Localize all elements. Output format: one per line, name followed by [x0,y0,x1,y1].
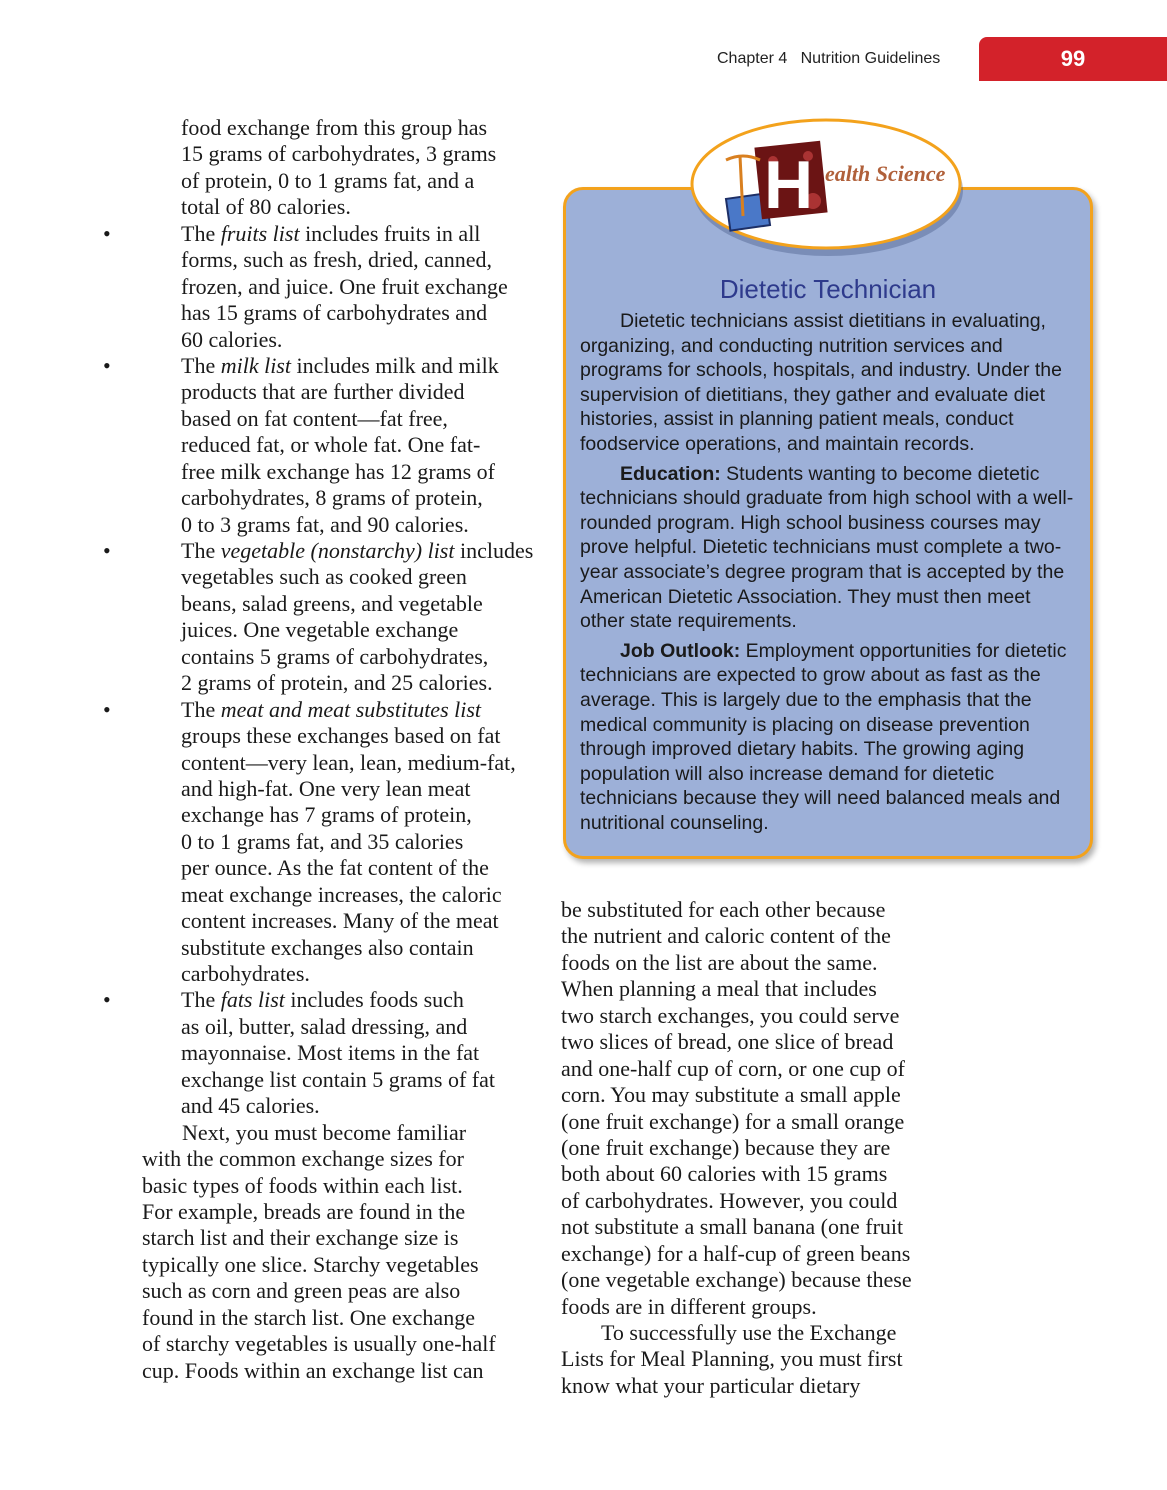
text-line [181,750,533,776]
text-line: of protein, 0 to 1 grams fat, and a [181,167,475,193]
bullet-icon: • [103,352,111,378]
text-line: the nutrient and caloric content of the [561,923,891,949]
text-segment: frozen, and juice. One fruit exchange [181,273,508,299]
text-line [181,564,533,590]
left-column [103,115,534,1384]
text-segment: contains 5 grams of carbohydrates, [181,643,489,669]
text-line [181,379,533,405]
feature-title: Dietetic Technician [719,274,937,304]
text-segment: includes [454,538,534,563]
text-segment: groups these exchanges based on fat [181,723,501,749]
text-segment: substitute exchanges also contain [181,934,474,960]
text-line [181,776,533,802]
text-line: two starch exchanges, you could serve [561,1002,900,1028]
text-segment: free milk exchange has 12 grams of [181,458,495,484]
text-line: basic types of foods within each list. [142,1172,463,1198]
text-segment: and 45 calories. [181,1093,320,1119]
text-line: Lists for Meal Planning, you must first [561,1346,903,1372]
text-segment: 60 calories. [181,326,283,352]
page-number-tab [979,37,1167,81]
feature-intro: Dietetic technicians assist dietitians in evaluating, organizing, and conducting nutrition services and programs for schools, hospitals, and industry. Under the supervision of dietitians, they gather and evaluate diet histories, assist in planning patient meals, conduct foodservice operations, and maintain records. [580,310,1062,455]
text-line [181,485,533,511]
list-name: fats list [220,987,285,1013]
text-line [181,961,533,987]
bullet-item [103,696,533,988]
text-line [181,1040,533,1066]
outlook-label: Job Outlook: [620,639,741,662]
text-segment: per ounce. As the fat content of the [181,855,489,881]
text-segment: content—very lean, lean, medium-fat, [181,749,516,775]
text-line [181,908,533,934]
text-segment: mayonnaise. Most items in the fat [181,1040,480,1066]
feature-body [580,309,1080,840]
text-line [181,353,533,379]
text-segment: carbohydrates, 8 grams of protein, [181,485,483,511]
text-line: typically one slice. Starchy vegetables [142,1251,479,1277]
education-text: Students wanting to become dietetic technicians should graduate from high school with a well-rounded program. High school business courses may prove helpful. Dietetic technicians must complete a two-year associate’s degree program that is accepted by the American Dietetic Association. They must then meet other state requirements. [580,462,1074,633]
text-line [181,1093,533,1119]
text-segment: The [181,696,221,722]
text-line [181,723,533,749]
text-line [181,1067,533,1093]
text-line: be substituted for each other because [561,897,886,922]
text-segment: includes foods such [284,987,464,1013]
list-name: milk list [220,352,291,378]
right-column [561,897,912,1399]
text-line [181,300,533,326]
text-segment: 0 to 3 grams fat, and 90 calories. [181,511,469,537]
outlook-text: Employment opportunities for dietetic technicians are expected to grow about as fast as the average. This is largely due to the emphasis that the medical community is placing on disease prevention through improved dietary habits. The growing aging population will also increase demand for dietetic technicians because they will need balanced meals and nutritional counseling. [580,639,1067,834]
text-line: and one-half cup of corn, or one cup of [561,1055,905,1081]
svg-text:H: H [764,147,814,223]
text-segment: as oil, butter, salad dressing, and [181,1013,468,1039]
text-line [181,221,533,247]
text-segment: reduced fat, or whole fat. One fat- [181,432,481,458]
text-line [181,274,533,300]
text-line: know what your particular dietary [561,1372,861,1398]
bullet-item [103,538,534,697]
text-segment: juices. One vegetable exchange [181,617,459,643]
chapter-label: Chapter 4 [717,50,788,67]
text-segment: The [181,352,221,378]
text-line: foods are in different groups. [561,1293,817,1319]
text-segment: The [181,987,221,1013]
health-science-logo [688,116,968,261]
text-line: For example, breads are found in the [142,1198,466,1224]
text-line [181,327,533,353]
text-segment: includes milk and milk [290,352,499,378]
list-name: vegetable (nonstarchy) list [220,538,455,563]
text-line [181,247,533,273]
text-line: When planning a meal that includes [561,976,877,1002]
bullet-item [103,987,533,1119]
bullet-icon: • [103,987,111,1013]
education-label: Education: [620,462,721,485]
text-line [181,987,533,1013]
text-segment: includes fruits in all [299,220,481,246]
text-line: with the common exchange sizes for [142,1146,464,1172]
text-segment: The [181,538,221,563]
text-line: found in the starch list. One exchange [142,1304,475,1330]
text-line: Next, you must become familiar [182,1119,467,1145]
text-line: not substitute a small banana (one fruit [561,1214,904,1240]
text-line [181,406,533,432]
text-line: of carbohydrates. However, you could [561,1187,898,1213]
text-segment: 0 to 1 grams fat, and 35 calories [181,828,464,854]
text-segment: 2 grams of protein, and 25 calories. [181,670,493,696]
bullet-icon: • [103,696,111,722]
text-line [181,829,533,855]
text-segment: The [181,220,221,246]
text-line: such as corn and green peas are also [142,1278,461,1304]
text-line [181,512,533,538]
text-segment: meat exchange increases, the caloric [181,881,502,907]
text-line [181,459,533,485]
text-line [181,802,533,828]
text-line [181,882,533,908]
text-line [181,432,533,458]
list-name: meat and meat substitutes list [220,696,482,722]
text-line: (one vegetable exchange) because these [561,1267,912,1293]
text-line [181,617,533,643]
text-line: (one fruit exchange) because they are [561,1134,891,1160]
page-number: 99 [1060,46,1086,71]
text-line: starch list and their exchange size is [142,1225,459,1251]
text-line [181,1014,533,1040]
text-line: of starchy vegetables is usually one-half [142,1331,496,1357]
text-line: 15 grams of carbohydrates, 3 grams [181,141,497,167]
text-segment: beans, salad greens, and vegetable [181,590,483,616]
text-line: two slices of bread, one slice of bread [561,1029,894,1055]
bullet-item [103,352,533,538]
logo-text: ealth Science [825,161,946,186]
text-line: corn. You may substitute a small apple [561,1082,901,1108]
text-line: foods on the list are about the same. [561,949,878,975]
feature-outlook [580,639,1080,836]
text-line: food exchange from this group has [181,115,488,140]
text-line [181,697,533,723]
text-line [181,591,533,617]
text-segment: exchange has 7 grams of protein, [181,802,472,828]
text-line: cup. Foods within an exchange list can [142,1357,484,1383]
text-line [181,644,533,670]
text-segment: based on fat content—fat free, [181,405,448,431]
bullet-icon: • [103,538,111,563]
text-segment: content increases. Many of the meat [181,908,499,934]
text-line: total of 80 calories. [181,194,351,220]
bullet-item [103,220,533,353]
text-line: exchange) for a half-cup of green beans [561,1240,911,1266]
text-line [181,538,533,564]
text-line [181,670,533,696]
text-segment: forms, such as fresh, dried, canned, [181,247,492,273]
list-name: fruits list [220,220,300,246]
running-header [717,50,940,68]
text-segment: and high-fat. One very lean meat [181,775,471,801]
section-label: Nutrition Guidelines [800,50,941,67]
text-line: (one fruit exchange) for a small orange [561,1108,905,1134]
feature-education [580,462,1080,634]
text-line: To successfully use the Exchange [601,1320,897,1345]
text-line [181,935,533,961]
text-line [181,855,533,881]
text-segment: vegetables such as cooked green [181,564,467,590]
bullet-icon: • [103,220,111,246]
text-segment: has 15 grams of carbohydrates and [181,300,488,326]
text-segment: products that are further divided [181,379,465,405]
text-segment: exchange list contain 5 grams of fat [181,1066,496,1092]
text-segment: carbohydrates. [181,961,310,986]
text-line: both about 60 calories with 15 grams [561,1161,888,1187]
